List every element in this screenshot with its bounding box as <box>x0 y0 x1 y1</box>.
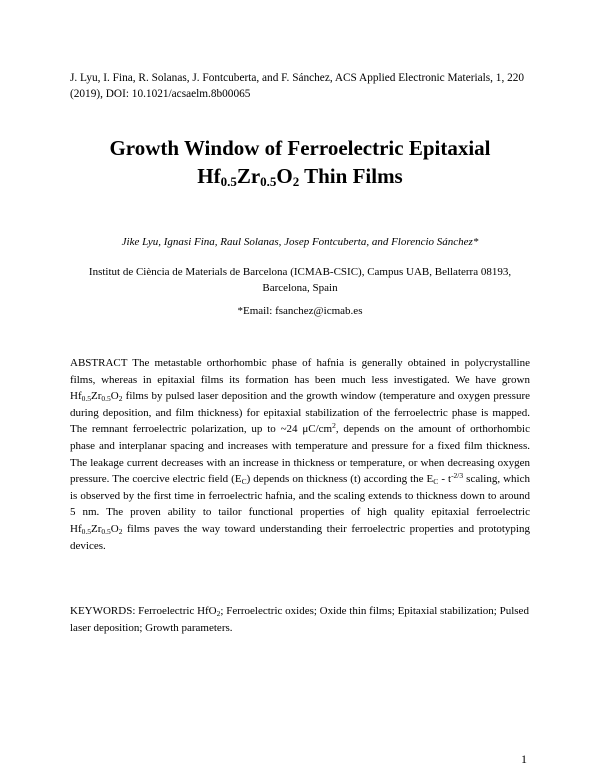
title-sub: 0.5 <box>220 174 237 189</box>
affiliation: Institut de Ciència de Materials de Barcelona (ICMAB-CSIC), Campus UAB, Bellaterra 08193, Barcelona, Spain <box>88 266 512 294</box>
abstract-text: ABSTRACT The metastable orthorhombic phase of hafnia is generally obtained in polycrystalline films, whereas in epitaxial films its formation has been much less investigated. We have grown Hf <box>70 357 530 403</box>
title-sub: 0.5 <box>260 174 277 189</box>
keywords <box>70 603 535 637</box>
title-sub: 2 <box>292 174 300 189</box>
abstract-text: - t <box>438 473 452 486</box>
abstract-text: , depends on the amount of orthorhombic phase and interplanar spacing and increases with temperature and pressure for a fixed film thickness. The leakage current decreases with an increase in thickness or temperature, or when decreasing oxygen pressure. The coercive electric field (E <box>70 423 530 486</box>
subscript: C <box>241 477 247 487</box>
title-hf: Hf <box>197 164 221 188</box>
subscript: 0.5 <box>81 394 91 404</box>
subscript: 0.5 <box>101 394 111 404</box>
page-number: 1 <box>521 752 527 766</box>
title-line-2 <box>70 162 530 190</box>
author-list: Jike Lyu, Ignasi Fina, Raul Solanas, Josep Fontcuberta, and Florencio Sánchez* <box>121 236 479 248</box>
email: *Email: fsanchez@icmab.es <box>237 305 363 317</box>
title-zr: Zr <box>236 164 261 188</box>
abstract-text: O <box>110 390 119 403</box>
subscript: 2 <box>118 526 123 536</box>
abstract-text: films paves the way toward understanding their ferroelectric properties and prototyping devices. <box>70 522 530 552</box>
abstract <box>70 355 530 554</box>
abstract-text: scaling, which is observed by the first time in ferroelectric hafnia, and the scaling extends to thickness down to around 5 nm. The proven ability to tailor functional properties of high quality epitaxial ferroelectric Hf <box>70 473 530 535</box>
subscript: 0.5 <box>101 526 111 536</box>
abstract-text: Zr <box>90 390 102 403</box>
keywords-text: ; Ferroelectric oxides; Oxide thin films; Epitaxial stabilization; Pulsed laser deposition; Growth parameters. <box>70 605 529 634</box>
superscript: 2 <box>332 421 336 431</box>
abstract-text: O <box>110 522 119 535</box>
subscript: 2 <box>118 394 123 404</box>
citation: J. Lyu, I. Fina, R. Solanas, J. Fontcuberta, and F. Sánchez, ACS Applied Electronic Materials, 1, 220 (2019), DOI: 10.1021/acsaelm.8b00065 <box>70 72 525 100</box>
title-line-1: Growth Window of Ferroelectric Epitaxial <box>109 136 491 160</box>
subscript: 0.5 <box>81 526 91 536</box>
superscript: -2/3 <box>451 471 464 481</box>
abstract-text: ) depends on thickness (t) according the E <box>246 473 434 486</box>
paper-title <box>70 134 530 190</box>
subscript: C <box>433 477 439 487</box>
subscript: 2 <box>216 609 221 618</box>
abstract-text: Zr <box>90 522 102 535</box>
abstract-text: films by pulsed laser deposition and the growth window (temperature and oxygen pressure during deposition, and film thickness) for epitaxial stabilization of the ferroelectric phase is mapped. The remnant ferroelectric polarization, up to ~24 μC/cm <box>70 390 530 436</box>
title-o: O <box>276 164 293 188</box>
title-rest: Thin Films <box>299 164 403 188</box>
keywords-text: KEYWORDS: Ferroelectric HfO <box>70 605 217 617</box>
